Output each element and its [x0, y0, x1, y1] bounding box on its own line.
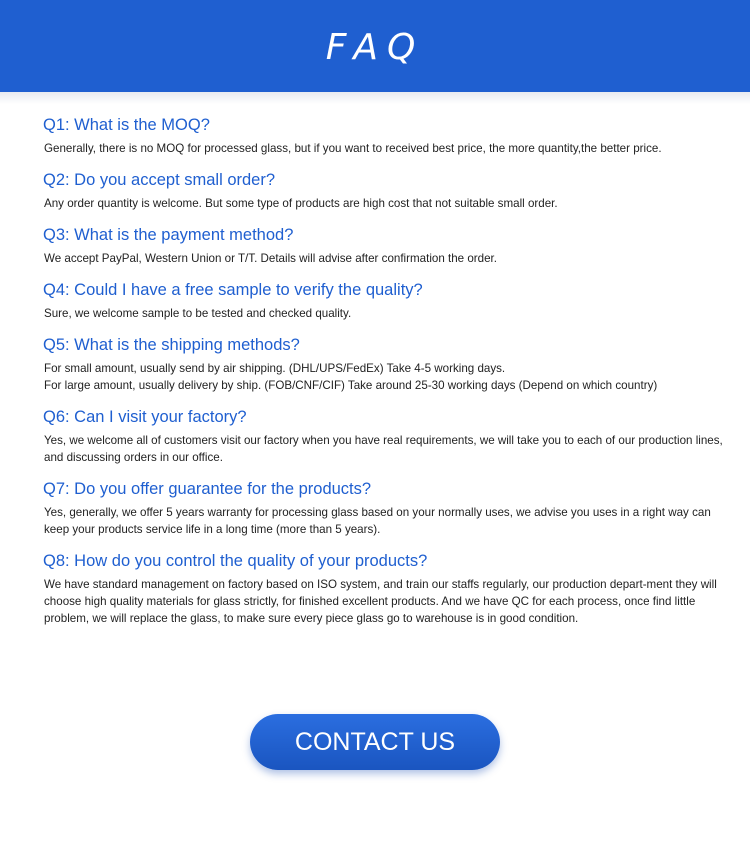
faq-answer-line: For small amount, usually send by air shipping. (DHL/UPS/FedEx) Take 4-5 working days.: [44, 362, 506, 375]
faq-header-banner: [0, 0, 750, 92]
faq-answer-line: We have standard management on factory based on ISO system, and train our staffs regularly, our production depart-ment they will choose high quality materials for glass strictly, for finished excellent products. And we have QC for each process, once find little problem, we will replace the glass, to make sure every piece glass go to warehouse is in good condition.: [44, 578, 717, 625]
faq-answer-line: Generally, there is no MOQ for processed glass, but if you want to received best price, the more quantity,the better price.: [44, 142, 662, 155]
faq-answer: [44, 140, 724, 157]
faq-item-4: [44, 279, 724, 322]
faq-question: Q5: What is the shipping methods?: [43, 336, 300, 354]
faq-question: Q7: Do you offer guarantee for the products?: [43, 480, 372, 498]
contact-us-button[interactable]: CONTACT US: [250, 714, 500, 770]
faq-answer-line: Any order quantity is welcome. But some type of products are high cost that not suitable small order.: [44, 197, 558, 210]
faq-question: Q8: How do you control the quality of your products?: [43, 552, 428, 570]
faq-answer-line: Sure, we welcome sample to be tested and checked quality.: [44, 307, 352, 320]
faq-item-1: [44, 114, 724, 157]
faq-answer: [44, 250, 724, 267]
faq-answer-line: Yes, we welcome all of customers visit our factory when you have real requirements, we will take you to each of our production lines, and discussing orders in our office.: [44, 434, 723, 464]
faq-item-7: [44, 478, 724, 538]
page-title: FAQ: [325, 26, 425, 68]
faq-answer-line: Yes, generally, we offer 5 years warranty for processing glass based on your normally uses, we advise you uses in a right way can keep your products service life in a long time (more than 5 years).: [44, 506, 711, 536]
faq-item-6: [44, 406, 724, 466]
faq-question: Q6: Can I visit your factory?: [43, 408, 247, 426]
faq-answer: [44, 432, 724, 466]
faq-item-3: [44, 224, 724, 267]
faq-question: Q1: What is the MOQ?: [43, 116, 210, 134]
faq-question: Q4: Could I have a free sample to verify the quality?: [43, 281, 423, 299]
faq-list: [44, 114, 724, 639]
faq-question: Q2: Do you accept small order?: [43, 171, 276, 189]
faq-answer: [44, 195, 724, 212]
faq-answer-line: For large amount, usually delivery by ship. (FOB/CNF/CIF) Take around 25-30 working days (Depend on which country): [44, 379, 658, 392]
faq-answer: [44, 576, 724, 627]
faq-item-2: [44, 169, 724, 212]
faq-question: Q3: What is the payment method?: [43, 226, 294, 244]
faq-answer-line: We accept PayPal, Western Union or T/T. Details will advise after confirmation the order.: [44, 252, 497, 265]
faq-item-5: [44, 334, 724, 394]
faq-answer: [44, 504, 724, 538]
faq-answer: [44, 360, 724, 394]
header-shadow: [0, 92, 750, 104]
faq-item-8: [44, 550, 724, 627]
faq-answer: [44, 305, 724, 322]
